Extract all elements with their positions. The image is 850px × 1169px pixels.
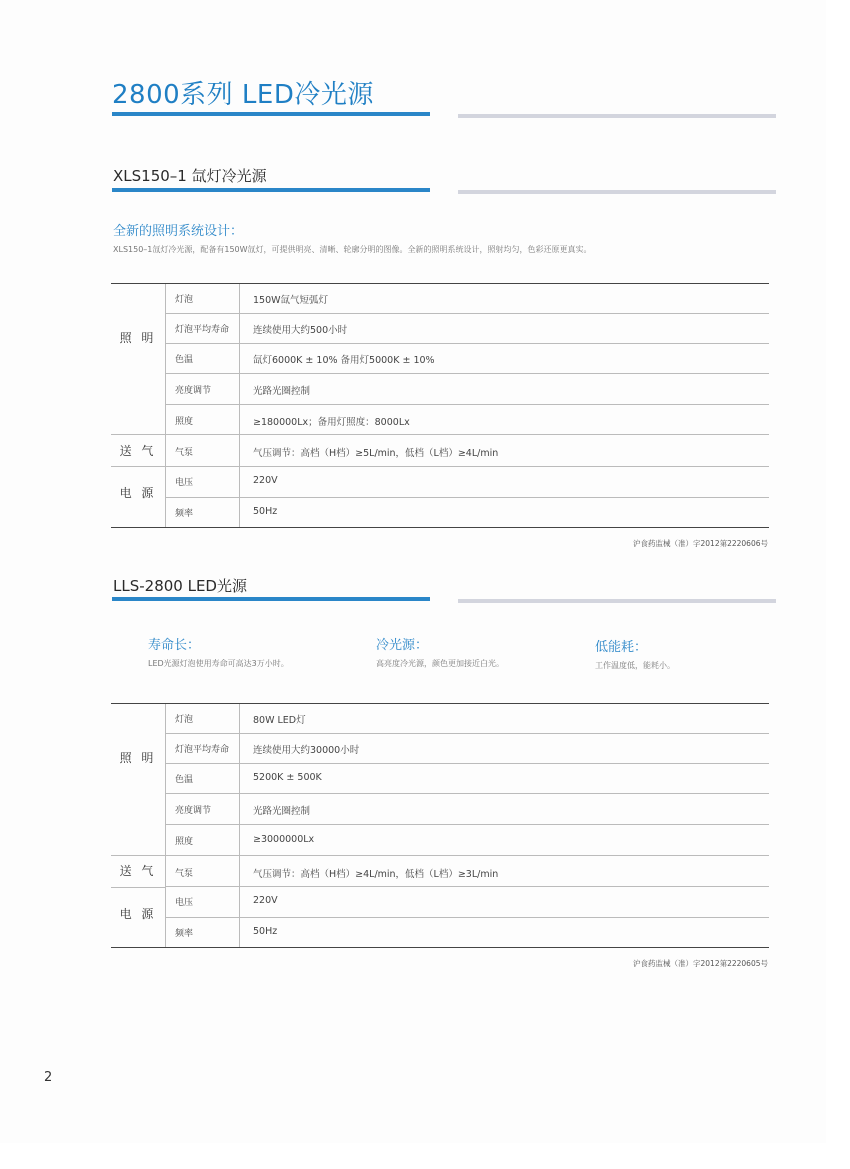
page-number: 2 [44, 1070, 53, 1085]
table-row [165, 887, 769, 918]
spec-value: ≥180000Lx；备用灯照度：8000Lx [253, 417, 410, 428]
table-row [165, 825, 769, 856]
spec-value: 50Hz [253, 926, 278, 937]
section1-underline-blue [112, 188, 430, 192]
spec-label: 频率 [175, 509, 194, 519]
spec-label: 照度 [175, 417, 194, 427]
spec-value: 氙灯6000K ± 10% 备用灯5000K ± 10% [253, 355, 435, 366]
category-lighting: 照 明 [119, 751, 157, 765]
spec-value: 连续使用大约30000小时 [253, 745, 360, 756]
spec-label: 气泵 [175, 869, 194, 879]
spec-value: 220V [253, 475, 278, 486]
table-row [165, 344, 769, 374]
feature-low-energy-desc: 工作温度低，能耗小。 [595, 661, 675, 670]
spec-value: 连续使用大约500小时 [253, 325, 348, 336]
table-row [165, 734, 769, 764]
feature-cold-light-desc: 高亮度冷光源，颜色更加接近白光。 [376, 659, 504, 668]
category-air-supply: 送 气 [119, 444, 157, 458]
table-row [165, 704, 769, 734]
feature-cold-light-title: 冷光源： [376, 638, 429, 653]
spec-value: ≥3000000Lx [253, 834, 315, 845]
table-row [165, 435, 769, 467]
section2-underline-grey [458, 599, 776, 603]
section2-spec-table [111, 703, 769, 947]
table-row [165, 856, 769, 887]
spec-label: 亮度调节 [175, 806, 212, 816]
scan-margin-right [826, 0, 850, 1169]
spec-label: 灯泡 [175, 715, 194, 725]
spec-label: 灯泡平均寿命 [175, 745, 230, 755]
spec-label: 灯泡平均寿命 [175, 325, 230, 335]
table-row [165, 374, 769, 405]
section1-title: XLS150–1 氙灯冷光源 [113, 167, 267, 185]
feature-long-life-title: 寿命长： [148, 638, 201, 653]
section2-title: LLS-2800 LED光源 [113, 577, 247, 595]
category-power: 电 源 [119, 907, 157, 921]
title-underline-blue [112, 112, 430, 116]
table-row [165, 467, 769, 498]
section2-cert-number: 沪食药监械（准）字2012第2220605号 [633, 959, 768, 968]
spec-label: 电压 [175, 898, 194, 908]
table-row [165, 918, 769, 947]
spec-value: 80W LED灯 [253, 715, 306, 726]
table-row [165, 284, 769, 314]
feature-low-energy-title: 低能耗： [595, 640, 648, 655]
spec-value: 150W氙气短弧灯 [253, 295, 329, 306]
table-row [165, 405, 769, 435]
table-row [165, 794, 769, 825]
spec-label: 照度 [175, 837, 194, 847]
category-power: 电 源 [119, 486, 157, 500]
spec-label: 色温 [175, 355, 194, 365]
category-air-supply: 送 气 [119, 864, 157, 878]
spec-value: 光路光圈控制 [253, 386, 311, 397]
spec-value: 光路光圈控制 [253, 806, 311, 817]
section1-cert-number: 沪食药监械（准）字2012第2220606号 [633, 539, 768, 548]
section1-spec-table [111, 283, 769, 527]
spec-value: 气压调节：高档（H档）≥4L/min，低档（L档）≥3L/min [253, 869, 499, 880]
table-row [165, 314, 769, 344]
spec-value: 220V [253, 895, 278, 906]
title-underline-grey [458, 114, 776, 118]
spec-value: 气压调节：高档（H档）≥5L/min，低档（L档）≥4L/min [253, 448, 499, 459]
table-row [165, 764, 769, 794]
section1-feature-title: 全新的照明系统设计： [113, 224, 244, 239]
category-lighting: 照 明 [119, 331, 157, 345]
section2-underline-blue [112, 597, 430, 601]
spec-value: 5200K ± 500K [253, 772, 322, 783]
spec-label: 气泵 [175, 448, 194, 458]
table-row [165, 498, 769, 527]
section1-underline-grey [458, 190, 776, 194]
page-title: 2800系列 LED冷光源 [112, 80, 374, 110]
section1-feature-desc: XLS150–1氙灯冷光源，配备有150W氙灯，可提供明亮、清晰、轮廓分明的图像。全新的照明系统设计，照射均匀，色彩还原更真实。 [113, 245, 592, 254]
spec-label: 色温 [175, 775, 194, 785]
spec-label: 灯泡 [175, 295, 194, 305]
feature-long-life-desc: LED光源灯泡使用寿命可高达3万小时。 [148, 659, 289, 668]
spec-value: 50Hz [253, 506, 278, 517]
spec-label: 亮度调节 [175, 386, 212, 396]
spec-label: 频率 [175, 929, 194, 939]
scan-margin-bottom [0, 1143, 850, 1169]
spec-label: 电压 [175, 478, 194, 488]
